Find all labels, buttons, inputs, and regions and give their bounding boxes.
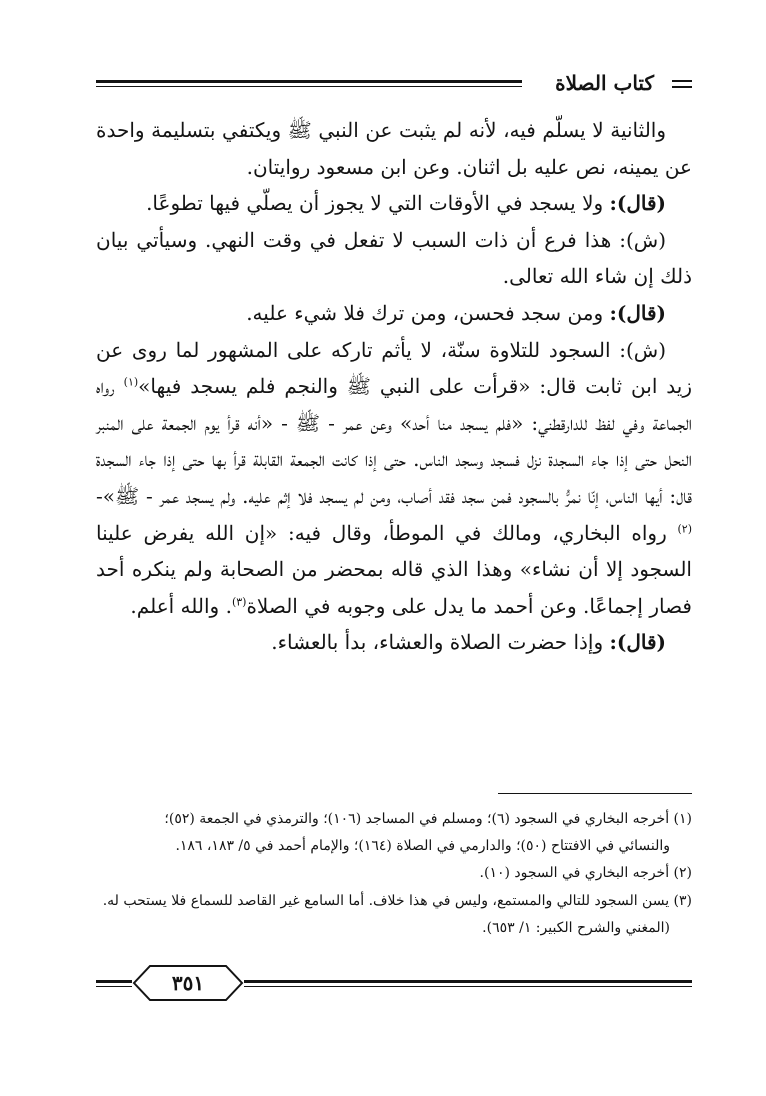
paragraph-text: ولا يسجد في الأوقات التي لا يجوز أن يصلّي فيها تطوعًا. — [146, 191, 610, 216]
chapter-title: كتاب الصلاة — [545, 66, 664, 100]
header-rule-thin — [96, 86, 522, 87]
footnotes — [96, 806, 692, 942]
header-rule — [96, 80, 522, 83]
page-footer — [96, 964, 692, 1004]
footnote: (١) أخرجه البخاري في السجود (٦)؛ ومسلم في المساجد (١٠٦)؛ والترمذي في الجمعة (٥٢)؛ — [164, 811, 692, 827]
footnote-ref[interactable]: (١) — [123, 375, 139, 389]
paragraph-text: رواه الجماعة وفي لفظ للدارقطني: «فلم يسجد منا أحد» وعن عمر - ﷺ - «أنه قرأ يوم الجمعة على المنبر النحل حتى إذا جاء السجدة نزل فسجد وسجد الناس. حتى إذا كانت الجمعة القابلة قرأ بها حتى إذا جاء السجدة قال: أيها الناس، إنّا نمرُّ بالسجود فمن سجد فقد أصاب، ومن لم يسجد فلا إثم عليه. ولم يسجد عمر - ﷺ»- — [96, 374, 692, 508]
paragraph: والثانية لا يسلّم فيه، لأنه لم يثبت عن النبي ﷺ ويكتفي بتسليمة واحدة عن يمينه، نص عليه بل اثنان. وعن ابن مسعود روايتان. — [96, 118, 692, 179]
footnote: (٢) أخرجه البخاري في السجود (١٠). — [479, 865, 692, 882]
page-header — [96, 66, 692, 102]
footnote-ref[interactable]: (٢) — [677, 521, 692, 535]
footnote: (٣) يسن السجود للتالي والمستمع، وليس في هذا خلاف. أما السامع غير القاصد للسماع فلا يستحب له. — [102, 892, 692, 909]
footnote-continuation: (المغني والشرح الكبير: ١/ ٦٥٣). — [482, 919, 670, 936]
footnote-continuation: والنسائي في الافتتاح (٥٠)؛ والدارمي في الصلاة (١٦٤)؛ والإمام أحمد في ٥/ ١٨٣، ١٨٦. — [175, 838, 670, 855]
page-number-badge — [132, 964, 244, 1002]
paragraph-text: وإذا حضرت الصلاة والعشاء، بدأ بالعشاء. — [271, 630, 610, 655]
paragraph: (ش): هذا فرع أن ذات السبب لا تفعل في وقت النهي. وسيأتي بيان ذلك إن شاء الله تعالى. — [96, 227, 692, 289]
footnote-separator — [498, 793, 692, 794]
paragraph-text: (ش): السجود للتلاوة سنّة، لا يأثم تاركه على المشهور لما روى عن زيد ابن ثابت قال: «قرأت على النبي ﷺ والنجم فلم يسجد فيها» — [96, 337, 693, 399]
main-text — [96, 112, 692, 661]
footnote-ref[interactable]: (٣) — [231, 595, 247, 609]
page-number: ٣٥١ — [171, 971, 205, 995]
paragraph-text: . والله أعلم. — [130, 593, 232, 618]
paragraph — [96, 295, 692, 332]
qal-label: (قال): — [609, 630, 666, 655]
paragraph — [96, 624, 692, 661]
paragraph-text: ومن سجد فحسن، ومن ترك فلا شيء عليه. — [246, 300, 610, 325]
paragraph-text: رواه البخاري، ومالك في الموطأ، وقال فيه: «إن الله يفرض علينا السجود إلا أن نشاء» وهذا الذي قاله بمحضر من الصحابة ولم ينكره أحد فصار إجماعًا. وعن أحمد ما يدل على وجوبه في الصلاة — [96, 520, 692, 618]
header-ornament — [672, 80, 692, 88]
qal-label: (قال): — [609, 191, 666, 216]
qal-label: (قال): — [609, 300, 666, 325]
paragraph — [96, 185, 692, 222]
paragraph — [96, 332, 692, 625]
